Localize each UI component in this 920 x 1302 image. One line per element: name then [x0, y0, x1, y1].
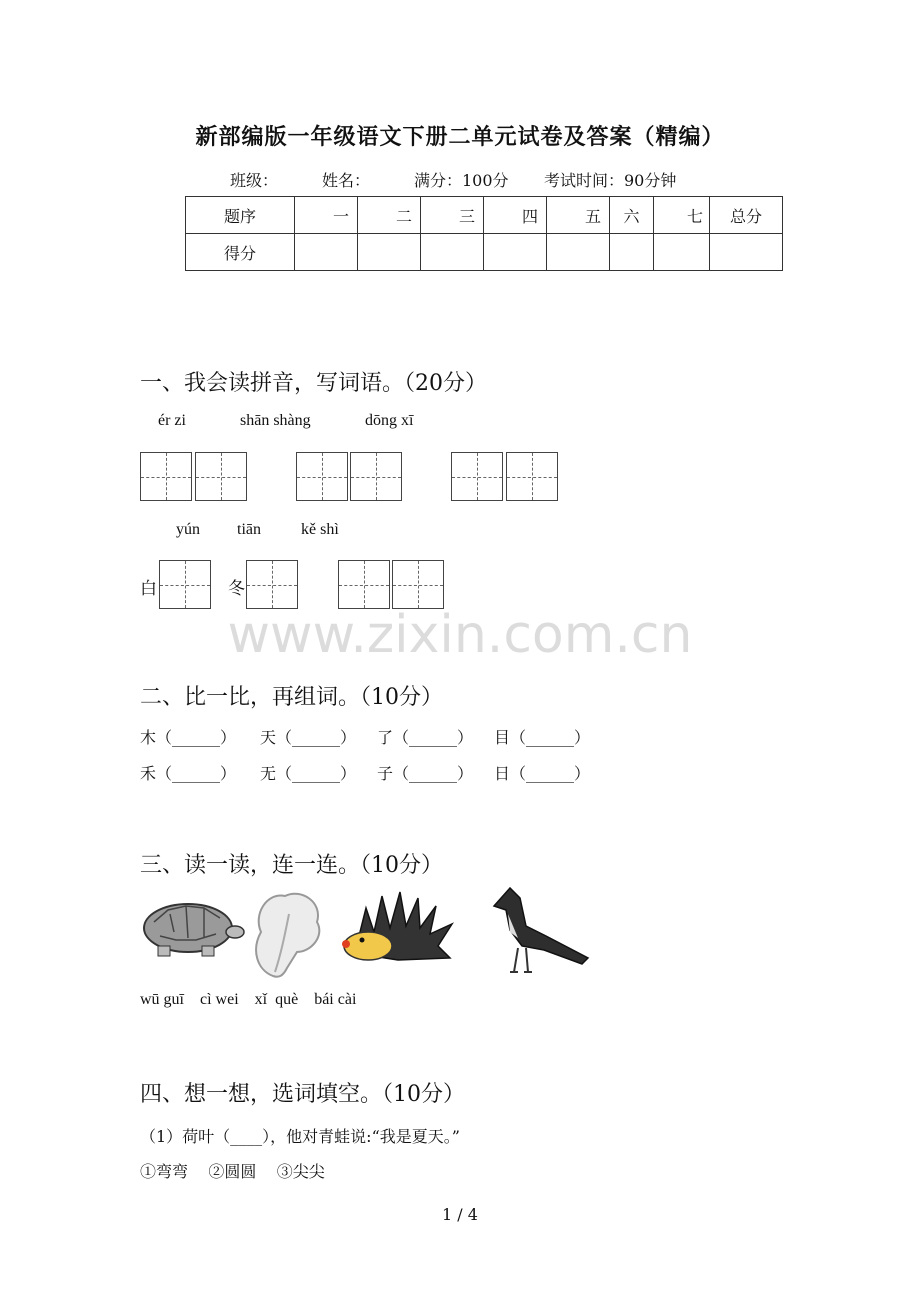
pinyin-5: tiān — [237, 521, 261, 538]
compare-item: 禾（______） — [140, 764, 237, 783]
table-cell: 七 — [654, 197, 710, 234]
watermark: www.zixin.com.cn — [227, 605, 693, 665]
table-cell: 四 — [484, 197, 547, 234]
full-score-label: 满分：100分 — [414, 171, 509, 190]
score-cell[interactable] — [710, 234, 783, 271]
writing-grid[interactable] — [195, 452, 247, 501]
table-cell: 得分 — [186, 234, 295, 271]
compare-item: 木（______） — [140, 728, 237, 747]
table-cell: 六 — [610, 197, 654, 234]
turtle-image — [140, 892, 245, 962]
score-cell[interactable] — [547, 234, 610, 271]
hedgehog-image — [338, 888, 456, 970]
pinyin-1: ér zi — [158, 412, 186, 429]
score-cell[interactable] — [358, 234, 421, 271]
score-cell[interactable] — [484, 234, 547, 271]
section-2-heading: 二、比一比，再组词。（10分） — [140, 685, 443, 710]
score-cell[interactable] — [295, 234, 358, 271]
name-label: 姓名： — [322, 171, 371, 190]
pinyin-4: yún — [176, 521, 200, 538]
writing-grid[interactable] — [506, 452, 558, 501]
prefix-char-dong: 冬 — [228, 579, 245, 599]
page-title: 新部编版一年级语文下册二单元试卷及答案（精编） — [195, 124, 725, 150]
writing-grid[interactable] — [338, 560, 390, 609]
section-4-heading: 四、想一想，选词填空。（10分） — [140, 1082, 465, 1107]
compare-item: 天（______） — [260, 728, 357, 747]
table-cell: 三 — [421, 197, 484, 234]
answer-options: ①弯弯 ②圆圆 ③尖尖 — [140, 1162, 325, 1181]
animal-pinyin: wū guī cì wei xǐ què bái cài — [140, 991, 357, 1008]
pinyin-6: kě shì — [301, 521, 339, 538]
page-number: 1 / 4 — [442, 1205, 478, 1224]
table-cell: 总分 — [710, 197, 783, 234]
question-1: （1）荷叶（____），他对青蛙说:“我是夏天。” — [140, 1127, 460, 1146]
score-cell[interactable] — [421, 234, 484, 271]
magpie-image — [488, 884, 590, 978]
writing-grid[interactable] — [451, 452, 503, 501]
score-cell[interactable] — [654, 234, 710, 271]
writing-grid[interactable] — [392, 560, 444, 609]
compare-item: 无（______） — [260, 764, 357, 783]
table-cell: 一 — [295, 197, 358, 234]
table-cell: 题序 — [186, 197, 295, 234]
pinyin-2: shān shàng — [240, 412, 311, 429]
table-row — [186, 234, 783, 271]
compare-item: 日（______） — [494, 764, 591, 783]
pinyin-3: dōng xī — [365, 412, 414, 429]
table-cell: 二 — [358, 197, 421, 234]
writing-grid[interactable] — [350, 452, 402, 501]
table-row — [186, 197, 783, 234]
class-label: 班级： — [230, 171, 279, 190]
writing-grid[interactable] — [140, 452, 192, 501]
section-3-heading: 三、读一读，连一连。（10分） — [140, 853, 443, 878]
compare-item: 目（______） — [494, 728, 591, 747]
writing-grid[interactable] — [159, 560, 211, 609]
cabbage-image — [245, 884, 327, 980]
writing-grid[interactable] — [246, 560, 298, 609]
exam-time-label: 考试时间：90分钟 — [544, 171, 677, 190]
table-cell: 五 — [547, 197, 610, 234]
compare-item: 子（______） — [377, 764, 474, 783]
score-cell[interactable] — [610, 234, 654, 271]
prefix-char-bai: 白 — [140, 579, 157, 599]
score-table — [185, 196, 783, 271]
section-1-heading: 一、我会读拼音，写词语。（20分） — [140, 371, 487, 396]
compare-item: 了（______） — [377, 728, 474, 747]
writing-grid[interactable] — [296, 452, 348, 501]
